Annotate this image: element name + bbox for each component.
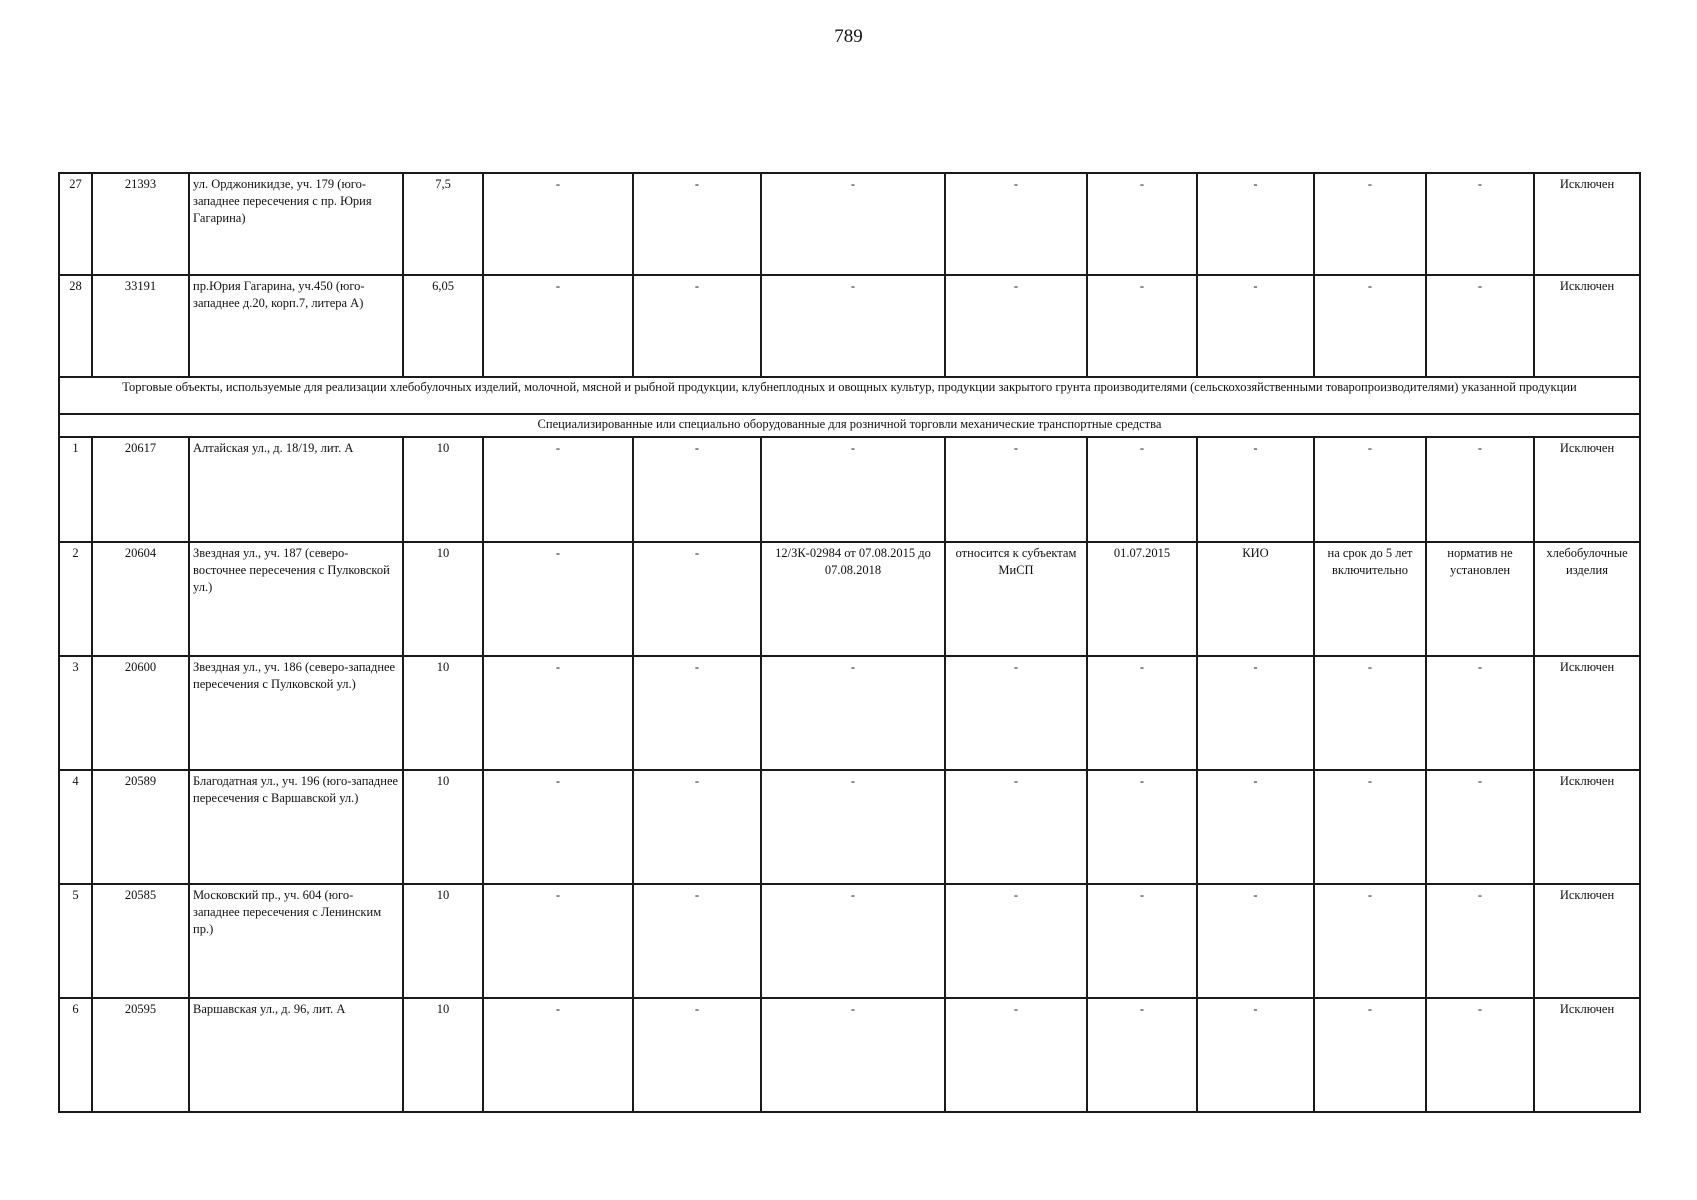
cell-code: 20585 [92, 884, 189, 998]
cell-status: Исключен [1534, 437, 1640, 542]
cell-col7: 12/ЗК-02984 от 07.08.2015 до 07.08.2018 [761, 542, 945, 656]
cell-num: 1 [59, 437, 92, 542]
cell-col9: - [1087, 437, 1197, 542]
table-row [59, 173, 1640, 275]
cell-address: Московский пр., уч. 604 (юго-западнее пересечения с Ленинским пр.) [189, 884, 403, 998]
cell-col7: - [761, 275, 945, 377]
cell-col6: - [633, 884, 761, 998]
cell-num: 4 [59, 770, 92, 884]
cell-num: 2 [59, 542, 92, 656]
cell-col12: норматив не установлен [1426, 542, 1534, 656]
cell-num: 6 [59, 998, 92, 1112]
cell-col8: - [945, 884, 1087, 998]
cell-num: 3 [59, 656, 92, 770]
cell-code: 20617 [92, 437, 189, 542]
cell-col5: - [483, 884, 633, 998]
cell-col5: - [483, 275, 633, 377]
cell-col7: - [761, 173, 945, 275]
cell-col5: - [483, 656, 633, 770]
cell-col12: - [1426, 884, 1534, 998]
cell-col9: - [1087, 998, 1197, 1112]
cell-col9: 01.07.2015 [1087, 542, 1197, 656]
cell-area: 10 [403, 656, 483, 770]
cell-code: 20589 [92, 770, 189, 884]
table-row [59, 437, 1640, 542]
cell-status: хлебобулочные изделия [1534, 542, 1640, 656]
cell-col7: - [761, 770, 945, 884]
table-row [59, 542, 1640, 656]
table-row [59, 884, 1640, 998]
table-row [59, 998, 1640, 1112]
cell-col6: - [633, 437, 761, 542]
cell-col8: относится к субъектам МиСП [945, 542, 1087, 656]
cell-address: пр.Юрия Гагарина, уч.450 (юго-западнее д.20, корп.7, литера А) [189, 275, 403, 377]
cell-col9: - [1087, 173, 1197, 275]
cell-col11: - [1314, 884, 1426, 998]
cell-status: Исключен [1534, 656, 1640, 770]
cell-col11: - [1314, 998, 1426, 1112]
cell-col11: - [1314, 437, 1426, 542]
cell-col6: - [633, 173, 761, 275]
cell-col6: - [633, 770, 761, 884]
cell-col5: - [483, 542, 633, 656]
cell-col12: - [1426, 656, 1534, 770]
cell-col5: - [483, 173, 633, 275]
cell-status: Исключен [1534, 884, 1640, 998]
cell-status: Исключен [1534, 770, 1640, 884]
cell-col11: на срок до 5 лет включительно [1314, 542, 1426, 656]
cell-col8: - [945, 275, 1087, 377]
cell-col9: - [1087, 770, 1197, 884]
cell-address: Варшавская ул., д. 96, лит. А [189, 998, 403, 1112]
cell-col8: - [945, 770, 1087, 884]
cell-col7: - [761, 437, 945, 542]
cell-col12: - [1426, 770, 1534, 884]
table-body [59, 173, 1640, 1112]
cell-area: 6,05 [403, 275, 483, 377]
cell-area: 10 [403, 770, 483, 884]
section-heading-row [59, 377, 1640, 414]
cell-num: 28 [59, 275, 92, 377]
cell-col11: - [1314, 770, 1426, 884]
cell-col9: - [1087, 656, 1197, 770]
cell-col10: - [1197, 173, 1314, 275]
cell-col5: - [483, 998, 633, 1112]
cell-code: 33191 [92, 275, 189, 377]
cell-col12: - [1426, 998, 1534, 1112]
cell-col9: - [1087, 275, 1197, 377]
cell-status: Исключен [1534, 275, 1640, 377]
table-row [59, 275, 1640, 377]
cell-col10: - [1197, 275, 1314, 377]
cell-address: Звездная ул., уч. 186 (северо-западнее пересечения с Пулковской ул.) [189, 656, 403, 770]
category-heading: Торговые объекты, используемые для реализации хлебобулочных изделий, молочной, мясной и рыбной продукции, клубнеплодных и овощных культур, продукции закрытого грунта производителями (сельскохозяйственными товаропроизводителями) указанной продукции [59, 377, 1640, 414]
cell-col7: - [761, 884, 945, 998]
cell-col6: - [633, 275, 761, 377]
cell-col7: - [761, 656, 945, 770]
cell-code: 21393 [92, 173, 189, 275]
cell-col6: - [633, 542, 761, 656]
cell-col12: - [1426, 173, 1534, 275]
cell-col10: - [1197, 656, 1314, 770]
subsection-heading-row [59, 414, 1640, 437]
cell-area: 10 [403, 884, 483, 998]
cell-col8: - [945, 437, 1087, 542]
cell-code: 20600 [92, 656, 189, 770]
cell-col10: - [1197, 884, 1314, 998]
cell-col11: - [1314, 656, 1426, 770]
cell-col12: - [1426, 275, 1534, 377]
cell-col8: - [945, 656, 1087, 770]
cell-area: 10 [403, 998, 483, 1112]
cell-num: 5 [59, 884, 92, 998]
cell-col5: - [483, 770, 633, 884]
cell-address: Алтайская ул., д. 18/19, лит. А [189, 437, 403, 542]
cell-col9: - [1087, 884, 1197, 998]
cell-col8: - [945, 998, 1087, 1112]
cell-code: 20595 [92, 998, 189, 1112]
cell-address: Благодатная ул., уч. 196 (юго-западнее пересечения с Варшавской ул.) [189, 770, 403, 884]
cell-code: 20604 [92, 542, 189, 656]
cell-address: ул. Орджоникидзе, уч. 179 (юго-западнее пересечения с пр. Юрия Гагарина) [189, 173, 403, 275]
cell-area: 7,5 [403, 173, 483, 275]
cell-col7: - [761, 998, 945, 1112]
cell-col10: - [1197, 998, 1314, 1112]
table-row [59, 770, 1640, 884]
cell-col8: - [945, 173, 1087, 275]
cell-col11: - [1314, 275, 1426, 377]
cell-col10: - [1197, 437, 1314, 542]
cell-area: 10 [403, 542, 483, 656]
cell-area: 10 [403, 437, 483, 542]
registry-table [58, 172, 1641, 1113]
subcategory-heading: Специализированные или специально оборудованные для розничной торговли механические транспортные средства [59, 414, 1640, 437]
table-row [59, 656, 1640, 770]
cell-status: Исключен [1534, 998, 1640, 1112]
cell-col10: - [1197, 770, 1314, 884]
cell-status: Исключен [1534, 173, 1640, 275]
cell-col12: - [1426, 437, 1534, 542]
page-number: 789 [834, 26, 863, 47]
cell-col5: - [483, 437, 633, 542]
cell-col6: - [633, 656, 761, 770]
cell-address: Звездная ул., уч. 187 (северо-восточнее пересечения с Пулковской ул.) [189, 542, 403, 656]
cell-col11: - [1314, 173, 1426, 275]
cell-num: 27 [59, 173, 92, 275]
cell-col6: - [633, 998, 761, 1112]
cell-col10: КИО [1197, 542, 1314, 656]
